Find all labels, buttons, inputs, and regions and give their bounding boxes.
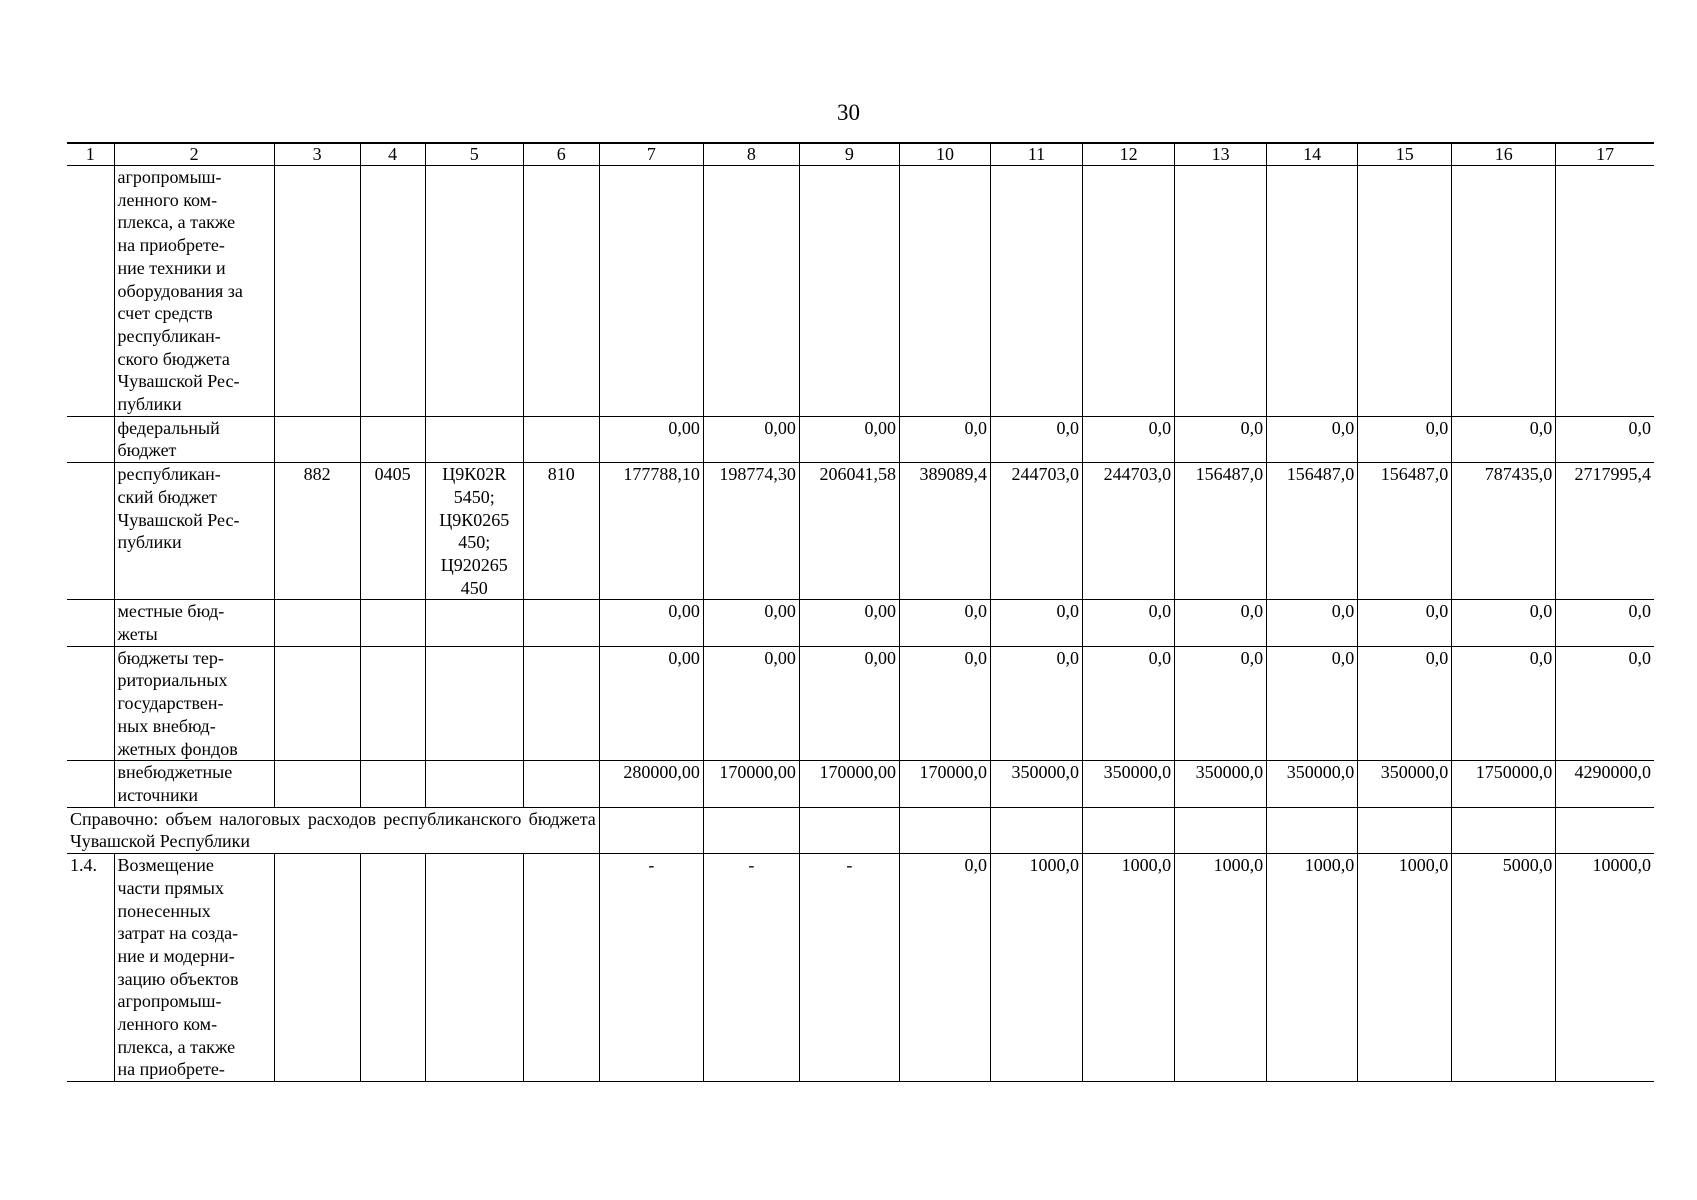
section-code-cell: 0405 bbox=[360, 463, 425, 600]
column-header-15: 15 bbox=[1358, 143, 1452, 166]
table-row bbox=[67, 600, 1654, 646]
empty-value-cell bbox=[991, 807, 1083, 853]
description-line: местные бюд- bbox=[117, 601, 225, 622]
description-line: риториальных bbox=[117, 670, 228, 691]
description-line: ние техники и bbox=[117, 257, 226, 278]
value-cell: 0,0 bbox=[1083, 416, 1175, 462]
value-cell: 0,0 bbox=[1267, 416, 1358, 462]
value-cell: 177788,10 bbox=[599, 463, 703, 600]
value-cell bbox=[991, 166, 1083, 417]
value-cell: 4290000,0 bbox=[1556, 761, 1654, 807]
section-code-cell bbox=[360, 761, 425, 807]
target-article-cell bbox=[425, 646, 523, 761]
value-cell: 0,0 bbox=[1175, 416, 1267, 462]
value-cell: 198774,30 bbox=[703, 463, 799, 600]
value-cell: 350000,0 bbox=[1175, 761, 1267, 807]
value-cell bbox=[1267, 166, 1358, 417]
column-header-6: 6 bbox=[523, 143, 599, 166]
value-cell: 1750000,0 bbox=[1452, 761, 1556, 807]
description-line: части прямых bbox=[117, 877, 224, 898]
description-line: ние и модерни- bbox=[117, 945, 235, 966]
value-cell: 0,0 bbox=[1452, 646, 1556, 761]
target-article-cell bbox=[425, 166, 523, 417]
value-cell: 1000,0 bbox=[991, 854, 1083, 1082]
description-line: зацию объектов bbox=[117, 968, 239, 989]
empty-value-cell bbox=[1556, 807, 1654, 853]
value-cell: 787435,0 bbox=[1452, 463, 1556, 600]
value-cell: 0,0 bbox=[1452, 416, 1556, 462]
description-line: на приобрете- bbox=[117, 235, 225, 256]
column-header-17: 17 bbox=[1556, 143, 1654, 166]
value-cell: 350000,0 bbox=[991, 761, 1083, 807]
reference-row bbox=[67, 807, 1654, 853]
description-line: агропромыш- bbox=[117, 991, 222, 1012]
value-cell: 0,0 bbox=[1358, 416, 1452, 462]
empty-value-cell bbox=[1358, 807, 1452, 853]
ministry-code-cell bbox=[274, 416, 360, 462]
value-cell: 156487,0 bbox=[1175, 463, 1267, 600]
target-article-line: 5450; bbox=[453, 486, 495, 507]
value-cell: 1000,0 bbox=[1267, 854, 1358, 1082]
description-line: государствен- bbox=[117, 693, 224, 714]
description-line: ленного ком- bbox=[117, 189, 218, 210]
row-number-cell bbox=[67, 646, 114, 761]
column-number-row bbox=[67, 143, 1654, 166]
description-cell bbox=[114, 761, 274, 807]
value-cell: 0,0 bbox=[1083, 646, 1175, 761]
row-number-cell bbox=[67, 416, 114, 462]
ministry-code-cell bbox=[274, 646, 360, 761]
value-cell: 0,0 bbox=[1358, 646, 1452, 761]
expense-type-cell: 810 bbox=[523, 463, 599, 600]
row-number-cell bbox=[67, 166, 114, 417]
value-cell: 350000,0 bbox=[1358, 761, 1452, 807]
description-cell bbox=[114, 463, 274, 600]
description-line: плекса, а также bbox=[117, 1036, 236, 1057]
empty-value-cell bbox=[599, 807, 703, 853]
target-article-line: Ц920265 bbox=[440, 554, 508, 575]
description-line: ского бюджета bbox=[117, 348, 230, 369]
value-cell: 0,0 bbox=[1556, 600, 1654, 646]
column-header-3: 3 bbox=[274, 143, 360, 166]
target-article-cell bbox=[425, 600, 523, 646]
section-code-cell bbox=[360, 166, 425, 417]
column-header-2: 2 bbox=[114, 143, 274, 166]
value-cell: 2717995,4 bbox=[1556, 463, 1654, 600]
description-line: Возмещение bbox=[117, 855, 214, 876]
empty-code-cell bbox=[425, 854, 523, 1082]
value-cell: 0,0 bbox=[1358, 600, 1452, 646]
description-line: ных внебюд- bbox=[117, 715, 216, 736]
value-cell: 170000,00 bbox=[799, 761, 899, 807]
description-line: Чувашской Рес- bbox=[117, 371, 240, 392]
value-cell: 0,00 bbox=[799, 646, 899, 761]
value-cell: 0,0 bbox=[1175, 646, 1267, 761]
value-cell: 0,00 bbox=[599, 646, 703, 761]
value-cell: - bbox=[799, 854, 899, 1082]
value-cell: 350000,0 bbox=[1083, 761, 1175, 807]
value-cell: 10000,0 bbox=[1556, 854, 1654, 1082]
value-cell: 170000,0 bbox=[899, 761, 990, 807]
empty-value-cell bbox=[1083, 807, 1175, 853]
value-cell: 156487,0 bbox=[1358, 463, 1452, 600]
target-article-line: Ц9К0265 bbox=[439, 509, 510, 530]
value-cell bbox=[799, 166, 899, 417]
description-line: источники bbox=[117, 784, 198, 805]
value-cell: 0,0 bbox=[991, 646, 1083, 761]
value-cell: 1000,0 bbox=[1175, 854, 1267, 1082]
column-header-16: 16 bbox=[1452, 143, 1556, 166]
ministry-code-cell bbox=[274, 166, 360, 417]
value-cell bbox=[1556, 166, 1654, 417]
description-line: публики bbox=[117, 532, 182, 553]
expense-type-cell bbox=[523, 166, 599, 417]
empty-code-cell bbox=[523, 854, 599, 1082]
row-number-cell bbox=[67, 463, 114, 600]
target-article-cell bbox=[425, 463, 523, 600]
value-cell: 0,00 bbox=[599, 600, 703, 646]
description-line: оборудования за bbox=[117, 280, 243, 301]
description-cell bbox=[114, 600, 274, 646]
value-cell: 280000,00 bbox=[599, 761, 703, 807]
column-header-1: 1 bbox=[67, 143, 114, 166]
budget-table bbox=[67, 142, 1654, 1082]
value-cell: 0,0 bbox=[1267, 600, 1358, 646]
description-line: внебюджетные bbox=[117, 762, 233, 783]
empty-value-cell bbox=[1175, 807, 1267, 853]
value-cell: 0,0 bbox=[1175, 600, 1267, 646]
value-cell: 0,0 bbox=[899, 646, 990, 761]
empty-code-cell bbox=[360, 854, 425, 1082]
empty-value-cell bbox=[799, 807, 899, 853]
empty-value-cell bbox=[1267, 807, 1358, 853]
value-cell: 0,0 bbox=[1267, 646, 1358, 761]
empty-value-cell bbox=[703, 807, 799, 853]
value-cell: 0,00 bbox=[799, 416, 899, 462]
column-header-12: 12 bbox=[1083, 143, 1175, 166]
empty-code-cell bbox=[274, 854, 360, 1082]
description-line: ский бюджет bbox=[117, 486, 217, 507]
value-cell: 0,0 bbox=[1083, 600, 1175, 646]
value-cell: 0,00 bbox=[703, 416, 799, 462]
description-cell bbox=[114, 416, 274, 462]
column-header-7: 7 bbox=[599, 143, 703, 166]
value-cell: 0,0 bbox=[899, 854, 990, 1082]
page-number: 30 bbox=[837, 100, 860, 125]
section-code-cell bbox=[360, 600, 425, 646]
column-header-8: 8 bbox=[703, 143, 799, 166]
row-number-cell: 1.4. bbox=[67, 854, 114, 1082]
value-cell: 0,0 bbox=[1556, 416, 1654, 462]
description-line: счет средств bbox=[117, 303, 213, 324]
value-cell: 0,0 bbox=[1556, 646, 1654, 761]
table-row bbox=[67, 854, 1654, 1082]
empty-value-cell bbox=[1452, 807, 1556, 853]
value-cell: 0,0 bbox=[1452, 600, 1556, 646]
row-number-cell bbox=[67, 761, 114, 807]
value-cell: 0,0 bbox=[991, 600, 1083, 646]
value-cell: 0,00 bbox=[703, 646, 799, 761]
table-row bbox=[67, 646, 1654, 761]
value-cell bbox=[1175, 166, 1267, 417]
value-cell: - bbox=[599, 854, 703, 1082]
value-cell: 0,0 bbox=[991, 416, 1083, 462]
empty-value-cell bbox=[899, 807, 990, 853]
description-line: бюджет bbox=[117, 440, 177, 461]
expense-type-cell bbox=[523, 600, 599, 646]
column-header-5: 5 bbox=[425, 143, 523, 166]
table-row bbox=[67, 416, 1654, 462]
description-cell bbox=[114, 166, 274, 417]
description-line: жеты bbox=[117, 624, 158, 645]
description-line: агропромыш- bbox=[117, 167, 222, 187]
value-cell: - bbox=[703, 854, 799, 1082]
section-code-cell bbox=[360, 416, 425, 462]
description-line: понесенных bbox=[117, 900, 211, 921]
value-cell bbox=[1452, 166, 1556, 417]
description-line: федеральный bbox=[117, 417, 220, 438]
section-code-cell bbox=[360, 646, 425, 761]
description-line: затрат на созда- bbox=[117, 923, 239, 944]
column-header-10: 10 bbox=[899, 143, 990, 166]
value-cell: 0,00 bbox=[703, 600, 799, 646]
table-row bbox=[67, 166, 1654, 417]
value-cell bbox=[599, 166, 703, 417]
value-cell: 389089,4 bbox=[899, 463, 990, 600]
target-article-line: 450 bbox=[460, 577, 488, 598]
ministry-code-cell: 882 bbox=[274, 463, 360, 600]
description-line: республикан- bbox=[117, 464, 221, 485]
description-cell bbox=[114, 646, 274, 761]
value-cell: 170000,00 bbox=[703, 761, 799, 807]
value-cell: 5000,0 bbox=[1452, 854, 1556, 1082]
ministry-code-cell bbox=[274, 600, 360, 646]
description-line: жетных фондов bbox=[117, 738, 238, 759]
column-header-11: 11 bbox=[991, 143, 1083, 166]
value-cell bbox=[703, 166, 799, 417]
description-line: республикан- bbox=[117, 325, 221, 346]
value-cell bbox=[1083, 166, 1175, 417]
value-cell: 0,0 bbox=[899, 600, 990, 646]
description-line: Чувашской Рес- bbox=[117, 509, 240, 530]
description-line: ленного ком- bbox=[117, 1014, 218, 1035]
target-article-line: 450; bbox=[458, 532, 491, 553]
description-line: на приобрете- bbox=[117, 1059, 225, 1080]
value-cell bbox=[1358, 166, 1452, 417]
column-header-9: 9 bbox=[799, 143, 899, 166]
target-article-line: Ц9К02R bbox=[442, 464, 507, 485]
table-row bbox=[67, 761, 1654, 807]
value-cell: 156487,0 bbox=[1267, 463, 1358, 600]
target-article-cell bbox=[425, 761, 523, 807]
column-header-14: 14 bbox=[1267, 143, 1358, 166]
value-cell: 0,0 bbox=[899, 416, 990, 462]
expense-type-cell bbox=[523, 416, 599, 462]
value-cell: 0,00 bbox=[799, 600, 899, 646]
value-cell bbox=[899, 166, 990, 417]
description-cell bbox=[114, 854, 274, 1082]
value-cell: 244703,0 bbox=[1083, 463, 1175, 600]
table-row bbox=[67, 463, 1654, 600]
description-line: публики bbox=[117, 394, 182, 415]
target-article-cell bbox=[425, 416, 523, 462]
expense-type-cell bbox=[523, 761, 599, 807]
description-line: плекса, а также bbox=[117, 212, 236, 233]
value-cell: 1000,0 bbox=[1358, 854, 1452, 1082]
expense-type-cell bbox=[523, 646, 599, 761]
description-line: бюджеты тер- bbox=[117, 647, 224, 668]
ministry-code-cell bbox=[274, 761, 360, 807]
column-header-13: 13 bbox=[1175, 143, 1267, 166]
value-cell: 0,00 bbox=[599, 416, 703, 462]
column-header-4: 4 bbox=[360, 143, 425, 166]
value-cell: 244703,0 bbox=[991, 463, 1083, 600]
value-cell: 206041,58 bbox=[799, 463, 899, 600]
row-number-cell bbox=[67, 600, 114, 646]
value-cell: 1000,0 bbox=[1083, 854, 1175, 1082]
reference-note-cell: Справочно: объем налоговых расходов республиканского бюджета Чувашской Республики bbox=[67, 807, 599, 853]
value-cell: 350000,0 bbox=[1267, 761, 1358, 807]
